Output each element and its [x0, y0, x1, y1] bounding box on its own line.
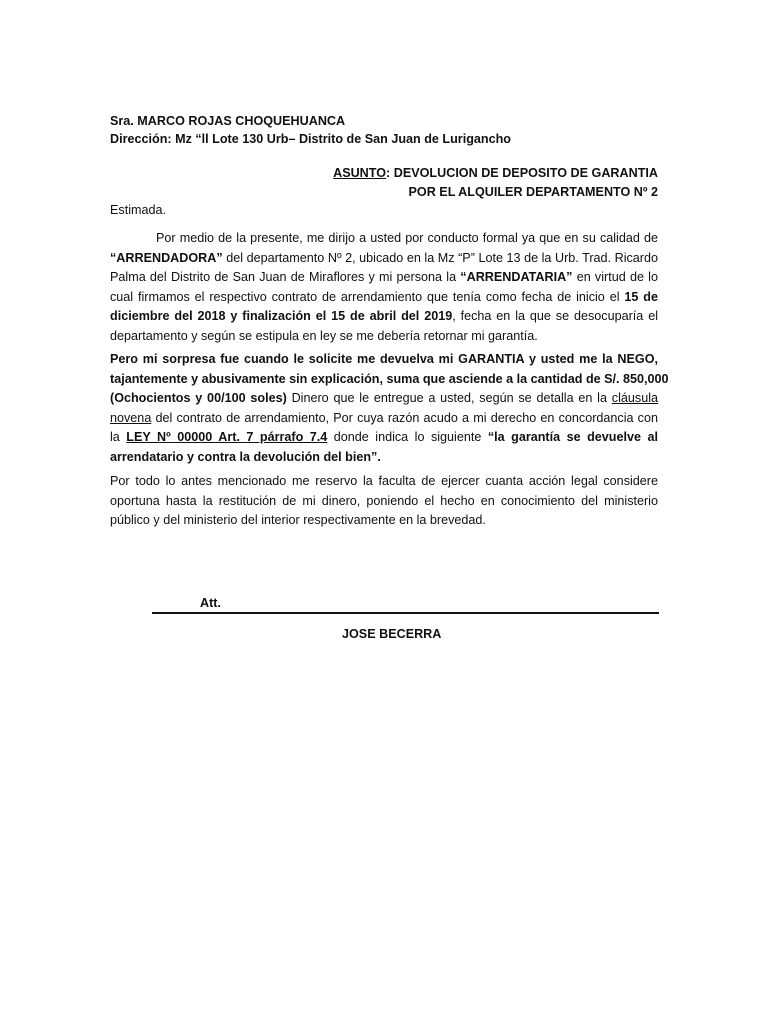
recipient-address: Dirección: Mz “ll Lote 130 Urb– Distrito de San Juan de Lurigancho [110, 132, 511, 146]
p2-line-6: arrendatario y contra la devolución del bien”. [110, 449, 381, 464]
p2-line-5 [110, 428, 658, 448]
law-quote-start: “la garantía se devuelve al [487, 430, 658, 445]
novena-term: novena [110, 410, 152, 425]
recipient-name: Sra. MARCO ROJAS CHOQUEHUANCA [110, 114, 346, 128]
p1-line-5 [110, 307, 658, 327]
p2-line-5-text-a: la [110, 430, 127, 445]
subject-line-2: POR EL ALQUILER DEPARTAMENTO Nº 2 [408, 185, 658, 199]
clausula-term: cláusula [611, 391, 659, 406]
paragraph-1 [110, 229, 658, 347]
p1-line-6: departamento y según se estipula en ley se me debería retornar mi garantía. [110, 328, 538, 343]
greeting: Estimada. [110, 203, 166, 217]
p2-line-2 [110, 370, 669, 390]
p1-line-1: Por medio de la presente, me dirijo a usted por conducto formal ya que en su calidad de [156, 231, 658, 245]
p2-line-5-text-c: donde indica lo siguiente [327, 430, 488, 445]
p2-line-3 [110, 389, 658, 409]
p2-line-4-text: del contrato de arrendamiento, Por cuya razón acudo a mi derecho en concordancia con [151, 410, 658, 425]
p1-line-4 [110, 288, 658, 308]
signature-att: Att. [200, 596, 221, 610]
p2-line-1: Pero mi sorpresa fue cuando le solicite me devuelva mi GARANTIA y usted me la NEGO, [110, 352, 658, 366]
subject-label: ASUNTO [333, 166, 387, 180]
arrendataria-term: “ARRENDATARIA” [460, 270, 573, 285]
p1-line-3 [110, 268, 658, 288]
signature-name: JOSE BECERRA [342, 627, 442, 641]
p3-line-1: Por todo lo antes mencionado me reservo la faculta de ejercer cuanta acción legal considere [110, 474, 658, 488]
p1-line-4-text: cual firmamos el respectivo contrato de arrendamiento que tenía como fecha de inicio el [110, 289, 625, 304]
arrendadora-term: “ARRENDADORA” [110, 250, 223, 265]
p1-line-5-text: , fecha en la que se desocuparía el [452, 309, 658, 324]
amount-words: (Ochocientos y 00/100 soles) [110, 391, 287, 406]
start-date-part: 15 de [624, 289, 658, 304]
p2-line-3-text: Dinero que le entregue a usted, según se detalla en la [286, 391, 612, 406]
p3-line-2: oportuna hasta la restitución de mi dinero, poniendo el hecho en conocimiento del ministerio [110, 493, 658, 508]
p1-line-2-text: del departamento Nº 2, ubicado en la Mz “P” Lote 13 de la Urb. Trad. Ricardo [222, 250, 658, 265]
contract-dates: diciembre del 2018 y finalización el 15 de abril del 2019 [110, 309, 453, 324]
law-reference: LEY Nº 00000 Art. 7 párrafo 7.4 [126, 430, 328, 445]
subject-text-1: : DEVOLUCION DE DEPOSITO DE GARANTIA [386, 166, 658, 180]
p3-line-3: público y del ministerio del interior respectivamente en la brevedad. [110, 513, 486, 528]
paragraph-2 [110, 350, 669, 468]
paragraph-3 [110, 472, 658, 531]
amount: S/. 850,000 [604, 371, 669, 386]
p1-line-2 [110, 249, 658, 269]
p2-line-2-text: tajantemente y abusivamente sin explicación, suma que asciende a la cantidad de [110, 371, 605, 386]
p1-line-3-text-c: en virtud de lo [572, 270, 658, 285]
subject-line-1 [333, 163, 658, 183]
p2-line-4 [110, 409, 658, 429]
signature-line [152, 612, 659, 614]
p1-line-3-text-a: Palma del Distrito de San Juan de Miraflores y mi persona la [110, 270, 461, 285]
